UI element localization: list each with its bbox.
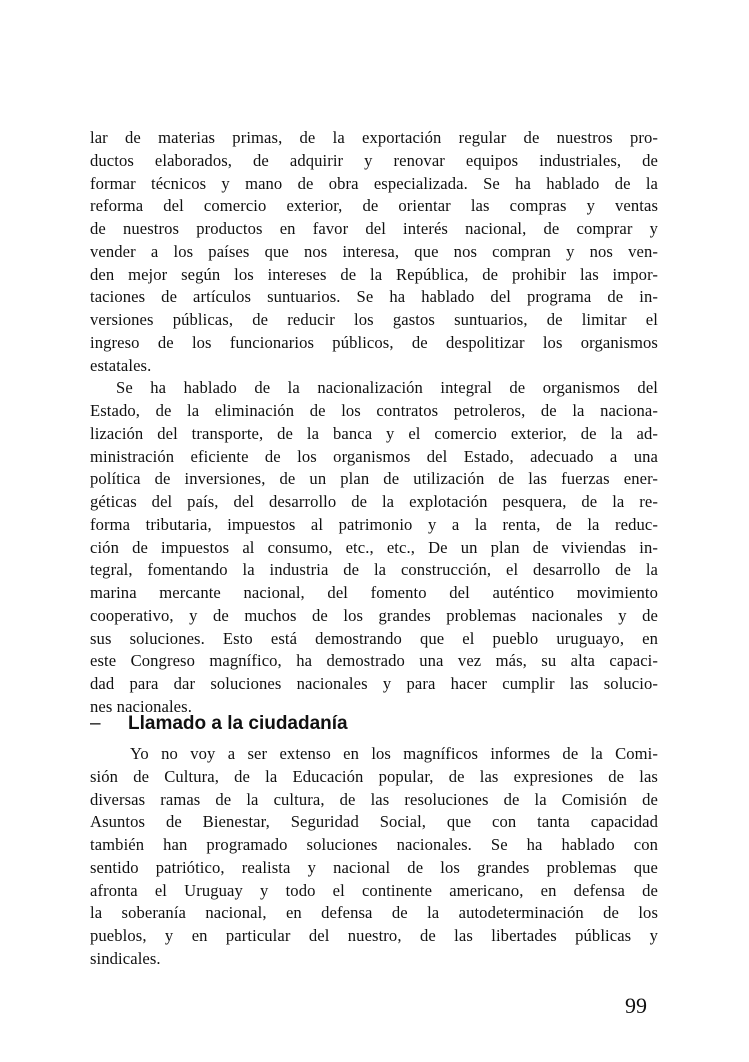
paragraph-3: [90, 743, 658, 971]
text-line: también han programado soluciones nacionales. Se ha hablado con: [90, 835, 658, 854]
text-line: ingreso de los funcionarios públicos, de despolitizar los organismos: [90, 332, 658, 352]
text-line: sindicales.: [90, 948, 161, 968]
section-heading: [90, 712, 348, 736]
body-text-top: [90, 127, 658, 719]
text-line: pueblos, y en particular del nuestro, de las libertades públicas y: [90, 926, 658, 945]
heading-text: Llamado a la ciudadanía: [128, 713, 348, 734]
text-line: sus soluciones. Esto está demostrando que el pueblo uruguayo, en: [90, 628, 658, 648]
text-line: este Congreso magnífico, ha demostrado una vez más, su alta capaci-: [90, 651, 658, 671]
text-line: la soberanía nacional, en defensa de la autodeterminación de los: [90, 903, 658, 923]
text-line: sión de Cultura, de la Educación popular, de las expresiones de las: [90, 766, 658, 786]
text-line: Se ha hablado de la nacionalización integral de organismos del: [116, 378, 658, 398]
paragraph-2: [90, 377, 658, 718]
text-line: Yo no voy a ser extenso en los magníficos informes de la Comi-: [130, 744, 658, 763]
text-line: formar técnicos y mano de obra especializada. Se ha hablado de la: [90, 173, 658, 193]
text-line: ministración eficiente de los organismos del Estado, adecuado a una: [90, 446, 658, 466]
text-line: vender a los países que nos interesa, que nos compran y nos ven-: [90, 241, 658, 261]
text-line: den mejor según los intereses de la República, de prohibir las impor-: [90, 264, 658, 284]
text-line: afronta el Uruguay y todo el continente americano, en defensa de: [90, 880, 658, 900]
text-line: lar de materias primas, de la exportación regular de nuestros pro-: [90, 128, 658, 147]
text-line: ción de impuestos al consumo, etc., etc., De un plan de viviendas in-: [90, 537, 658, 557]
text-line: dad para dar soluciones nacionales y para hacer cumplir las solucio-: [90, 674, 658, 693]
text-line: tegral, fomentando la industria de la construcción, el desarrollo de la: [90, 560, 658, 580]
text-line: versiones públicas, de reducir los gastos suntuarios, de limitar el: [90, 310, 658, 329]
text-line: taciones de artículos suntuarios. Se ha hablado del programa de in-: [90, 287, 658, 307]
text-line: de nuestros productos en favor del interés nacional, de comprar y: [90, 219, 658, 238]
text-line: marina mercante nacional, del fomento del auténtico movimiento: [90, 583, 658, 602]
text-line: lización del transporte, de la banca y el comercio exterior, de la ad-: [90, 423, 658, 443]
text-line: géticas del país, del desarrollo de la explotación pesquera, de la re-: [90, 492, 658, 511]
text-line: forma tributaria, impuestos al patrimonio y a la renta, de la reduc-: [90, 514, 658, 534]
text-line: sentido patriótico, realista y nacional de los grandes problemas que: [90, 857, 658, 877]
text-line: ductos elaborados, de adquirir y renovar equipos industriales, de: [90, 150, 658, 170]
text-line: nes nacionales.: [90, 696, 192, 716]
page-number: 99: [625, 993, 647, 1018]
text-line: estatales.: [90, 355, 152, 375]
body-text-bottom: [90, 743, 658, 971]
text-line: diversas ramas de la cultura, de las resoluciones de la Comisión de: [90, 789, 658, 809]
text-line: reforma del comercio exterior, de orientar las compras y ventas: [90, 196, 658, 216]
heading-dash: –: [90, 713, 101, 734]
text-line: cooperativo, y de muchos de los grandes problemas nacionales y de: [90, 605, 658, 625]
text-line: Asuntos de Bienestar, Seguridad Social, que con tanta capacidad: [90, 812, 658, 832]
paragraph-1: [90, 127, 658, 377]
text-line: política de inversiones, de un plan de utilización de las fuerzas ener-: [90, 469, 658, 489]
text-line: Estado, de la eliminación de los contratos petroleros, de la naciona-: [90, 401, 658, 420]
